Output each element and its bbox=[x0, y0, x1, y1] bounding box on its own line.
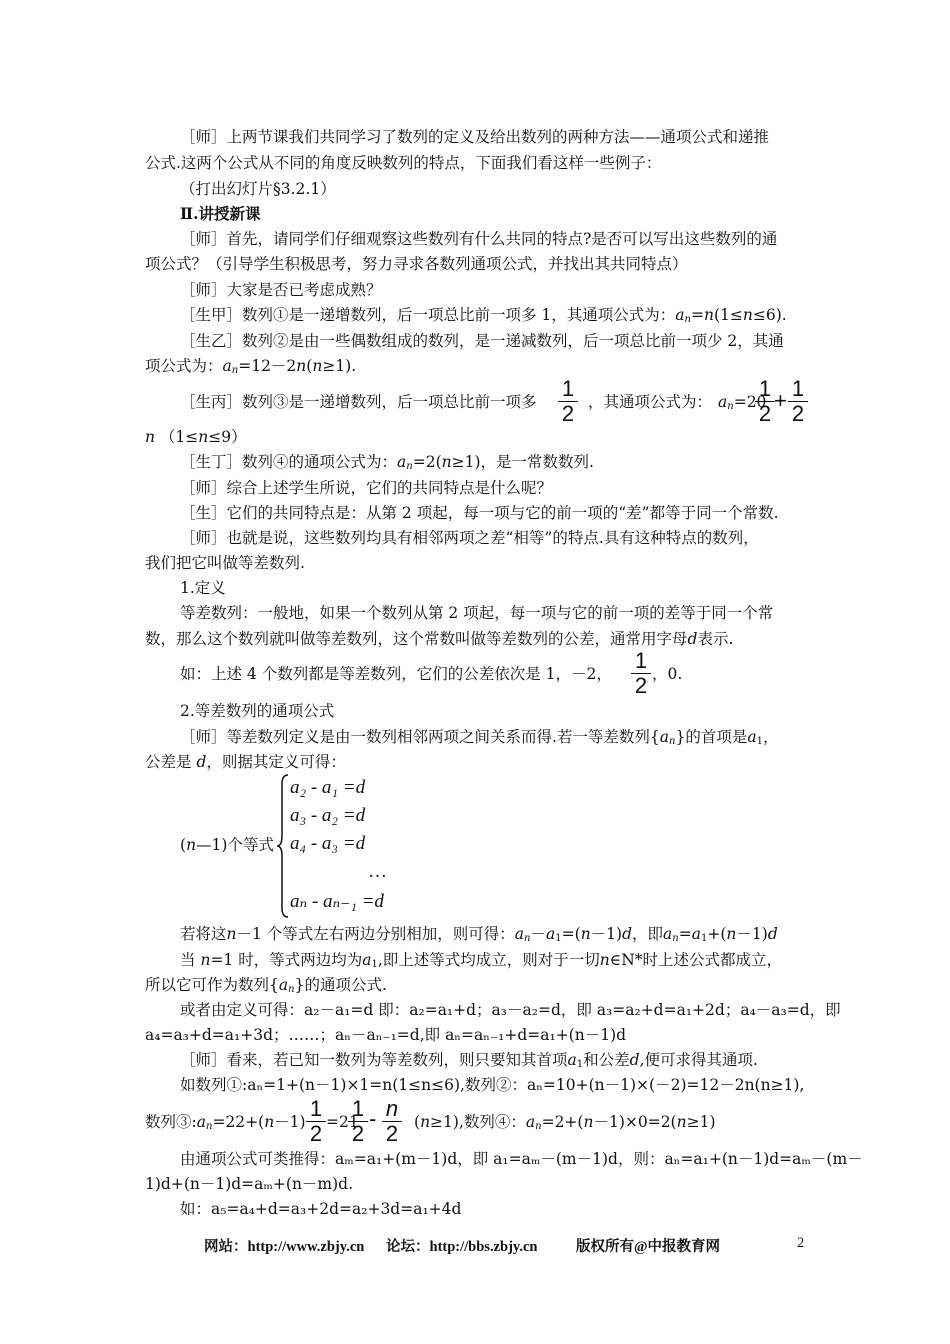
paragraph-line: 所以它可作为数列$\{a_n\}$的通项公式. bbox=[145, 976, 387, 995]
equation-row: a₂ - a₁ =d bbox=[290, 777, 366, 798]
fraction-one-half: 1 2 bbox=[348, 1098, 368, 1144]
paragraph-line: ［生丙］数列③是一递增数列，后一项总比前一项多 bbox=[180, 393, 537, 411]
paragraph-line: n （1≤n≤9） bbox=[145, 428, 247, 446]
paragraph-line: 如数列①:aₙ=1+(n－1)×1=n(1≤n≤6),数列②：aₙ=10+(n－1)×(－2)=12－2n(n≥1), bbox=[180, 1076, 805, 1094]
fraction-n-over-2: n 2 bbox=[382, 1098, 402, 1144]
footer-copyright: 版权所有@中报教育网 bbox=[576, 1239, 720, 1255]
paragraph-line: 1)d+(n－1)d=aₘ+(n－m)d. bbox=[145, 1175, 354, 1193]
paragraph-line: a₄=a₃+d=a₁+3d；……；aₙ－aₙ₋₁=d,即 aₙ=aₙ₋₁+d=a₁+(n－1)d bbox=[145, 1026, 627, 1044]
paragraph-line: ，0. bbox=[652, 665, 683, 683]
paragraph-line: ［师］看来，若已知一数列为等差数列，则只要知其首项$a_1$和公差d,便可求得其通项. bbox=[180, 1051, 758, 1070]
plus-sign: + bbox=[774, 388, 787, 413]
page-number: 2 bbox=[797, 1235, 805, 1251]
paragraph-line: ［生丁］数列④的通项公式为：$a_n=2(n\ge 1)$，是一常数数列. bbox=[180, 453, 594, 472]
equation-ellipsis: … bbox=[368, 861, 387, 882]
left-brace-icon bbox=[276, 774, 290, 918]
fraction-one-half: 1 2 bbox=[631, 650, 651, 696]
equation-row: a₃ - a₂ =d bbox=[290, 805, 366, 826]
paragraph-line: ［师］等差数列定义是由一数列相邻两项之间关系而得.若一等差数列$\{a_n\}$的首项是$a_1$， bbox=[180, 728, 779, 747]
subsection-heading: 2.等差数列的通项公式 bbox=[180, 702, 335, 720]
paragraph-line: 当 n=1 时，等式两边均为$a_1$,即上述等式均成立，则对于一切n∈N*时上述公式都成立， bbox=[180, 951, 783, 970]
footer-website: 网站：http://www.zbjy.cn bbox=[204, 1239, 365, 1255]
paragraph-line: 若将这n－1 个等式左右两边分别相加，则可得：$a_n-a_1=(n-1)d$，即$a_n=a_1+(n-1)d$ bbox=[180, 925, 778, 944]
paragraph-line: ，其通项公式为： bbox=[588, 393, 713, 411]
fraction-one-half: 1 2 bbox=[788, 378, 808, 424]
paragraph-line: 或者由定义可得：a₂－a₁=d 即：a₂=a₁+d；a₃－a₂=d，即 a₃=a₂+d=a₁+2d；a₄－a₃=d，即 bbox=[180, 1001, 841, 1019]
subsection-heading: 1.定义 bbox=[180, 579, 226, 597]
paragraph-line: ［师］大家是否已考虑成熟？ bbox=[180, 281, 382, 299]
paragraph-line: ［师］也就是说，这些数列均具有相邻两项之差“相等”的特点.具有这种特点的数列， bbox=[180, 529, 759, 547]
system-label: (n—1)个等式 bbox=[180, 836, 274, 854]
paragraph-line: 由通项公式可类推得：aₘ=a₁+(m－1)d，即 a₁=aₘ－(m－1)d，则：aₙ=a₁+(n－1)d=aₘ－(m－ bbox=[180, 1150, 863, 1168]
formula-text: $a_n=20$ bbox=[718, 393, 767, 412]
section-heading: Ⅱ.讲授新课 bbox=[180, 204, 261, 223]
fraction-one-half: 1 2 bbox=[755, 378, 775, 424]
paragraph-line: 公式.这两个公式从不同的角度反映数列的特点，下面我们看这样一些例子： bbox=[145, 154, 662, 172]
paragraph-line: (n≥1),数列④：$a_n=2+(n-1)\times 0=2(n\ge 1)$ bbox=[414, 1113, 716, 1132]
paragraph-line: 数列$③:a_n=22+(n-1)$ bbox=[145, 1113, 306, 1132]
footer-forum: 论坛：http://bbs.zbjy.cn bbox=[386, 1239, 538, 1255]
equation-row: aₙ - aₙ₋₁ =d bbox=[290, 891, 384, 912]
paragraph-line: ［生］它们的共同特点是：从第 2 项起，每一项与它的前一项的“差”都等于同一个常数. bbox=[180, 504, 779, 522]
paragraph-line: 数，那么这个数列就叫做等差数列，这个常数叫做等差数列的公差，通常用字母d表示. bbox=[145, 630, 734, 648]
paragraph-line: 我们把它叫做等差数列. bbox=[145, 554, 305, 572]
paragraph-line: ［师］首先，请同学们仔细观察这些数列有什么共同的特点?是否可以写出这些数列的通 bbox=[180, 230, 778, 248]
paragraph-line: 项公式为：$a_n=12-2n(n\ge 1)$. bbox=[145, 357, 357, 376]
paragraph-line: 项公式？（引导学生积极思考，努力寻求各数列通项公式，并找出其共同特点） bbox=[145, 255, 688, 273]
paragraph-line: ［师］综合上述学生所说，它们的共同特点是什么呢？ bbox=[180, 479, 553, 497]
paragraph-line: 公差是 d，则据其定义可得： bbox=[145, 753, 346, 771]
paragraph-line: ［生乙］数列②是由一些偶数组成的数列，是一递减数列，后一项总比前一项少 2，其通 bbox=[180, 332, 784, 350]
formula-text: =21 bbox=[326, 1113, 359, 1131]
paragraph-line: 如：a₅=a₄+d=a₃+2d=a₂+3d=a₁+4d bbox=[180, 1200, 462, 1218]
paragraph-line: 如：上述 4 个数列都是等差数列，它们的公差依次是 1，－2， bbox=[180, 665, 612, 683]
paragraph-line: （打出幻灯片§3.2.1） bbox=[180, 180, 336, 198]
fraction-one-half: 1 2 bbox=[558, 378, 578, 424]
fraction-one-half: 1 2 bbox=[306, 1098, 326, 1144]
equation-row: a₄ - a₃ =d bbox=[290, 833, 366, 854]
paragraph-line: ［生甲］数列①是一递增数列，后一项总比前一项多 1，其通项公式为：$a_n=n(1\le n\le 6)$. bbox=[180, 306, 787, 325]
paragraph-line: 等差数列：一般地，如果一个数列从第 2 项起，每一项与它的前一项的差等于同一个常 bbox=[180, 604, 774, 622]
minus-sign: - bbox=[369, 1106, 377, 1131]
paragraph-line: ［师］上两节课我们共同学习了数列的定义及给出数列的两种方法——通项公式和递推 bbox=[180, 128, 770, 146]
